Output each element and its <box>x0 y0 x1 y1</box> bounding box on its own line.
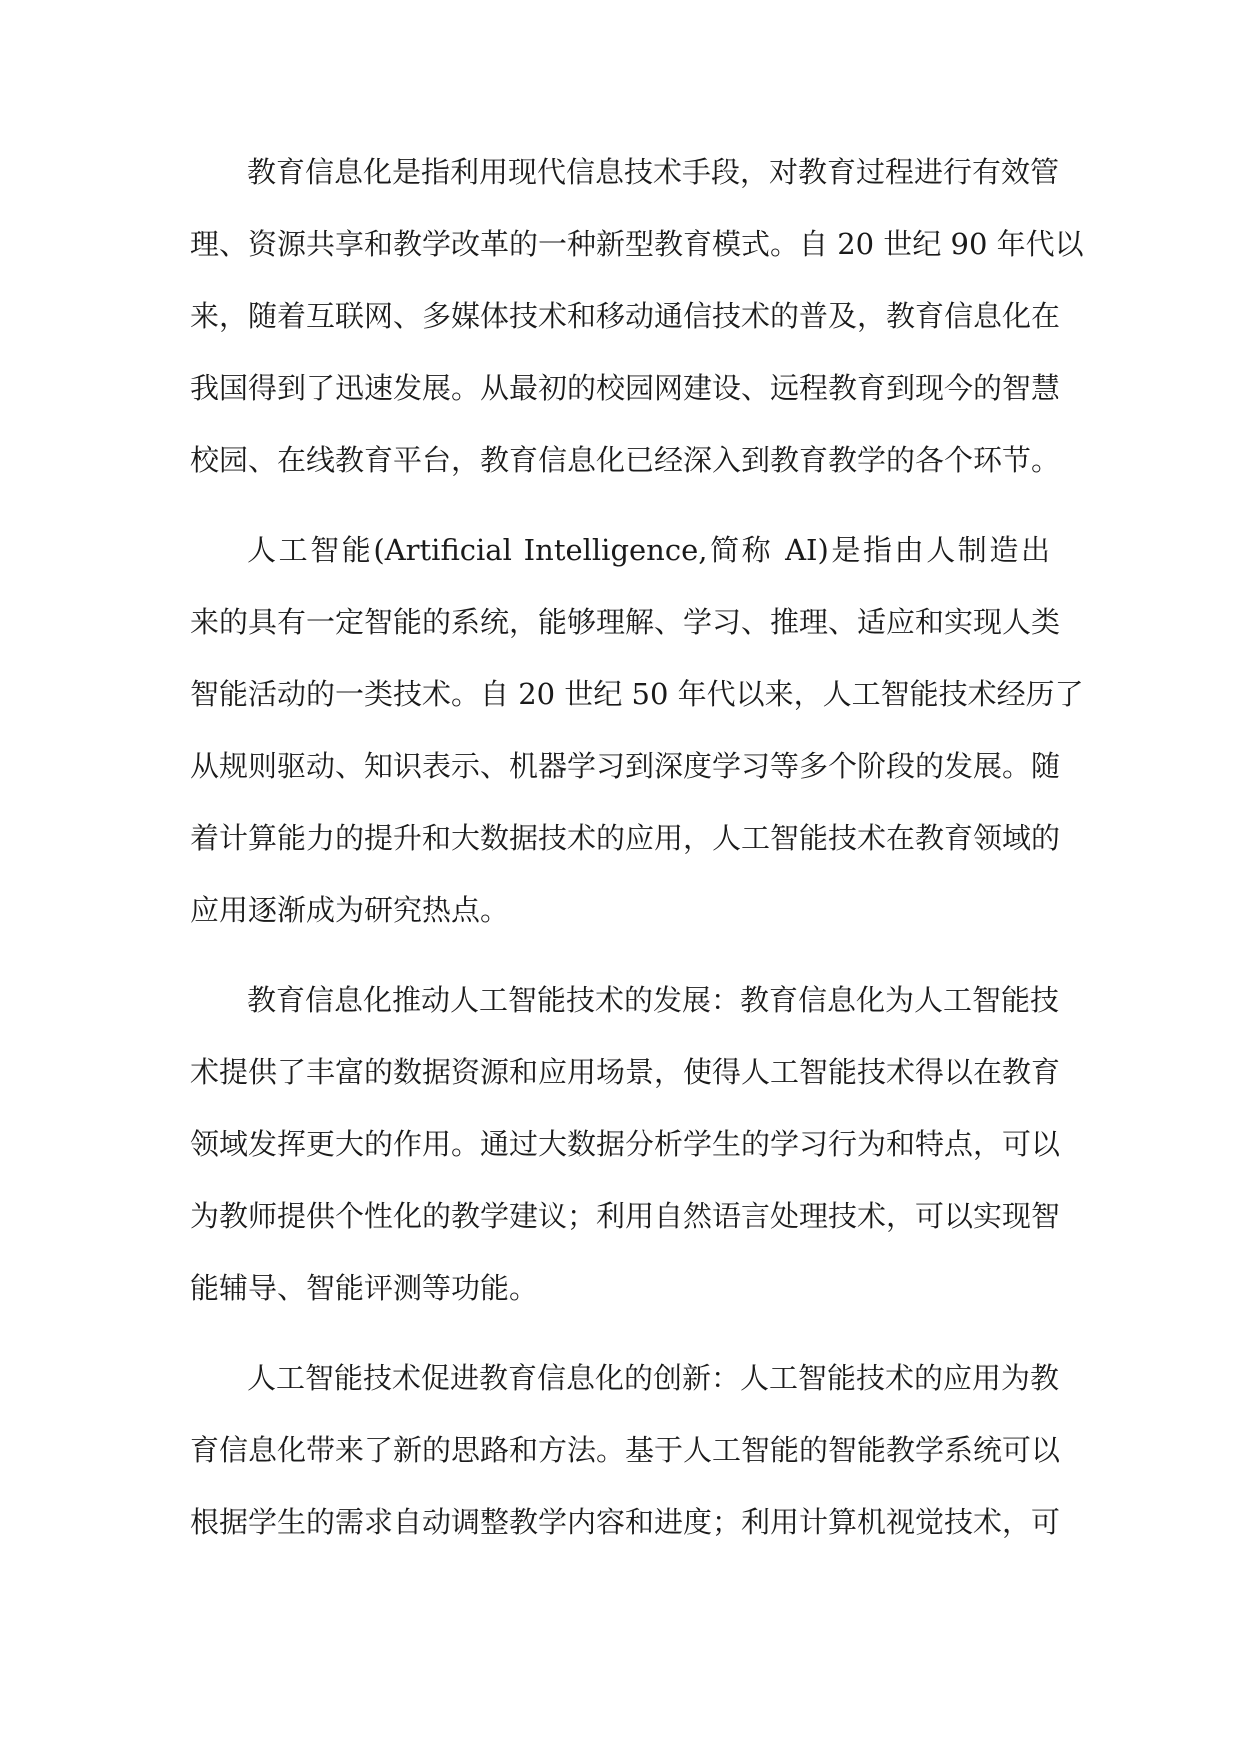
text-line: 校园、在线教育平台，教育信息化已经深入到教育教学的各个环节。 <box>190 443 1061 477</box>
text-line: 人工智能技术促进教育信息化的创新：人工智能技术的应用为教 <box>247 1361 1060 1395</box>
text-line: 育信息化带来了新的思路和方法。基于人工智能的智能教学系统可以 <box>190 1433 1061 1467</box>
text-line: 为教师提供个性化的教学建议；利用自然语言处理技术，可以实现智 <box>190 1199 1061 1233</box>
text-line: 来，随着互联网、多媒体技术和移动通信技术的普及，教育信息化在 <box>190 299 1061 333</box>
text-line: 术提供了丰富的数据资源和应用场景，使得人工智能技术得以在教育 <box>190 1055 1061 1089</box>
text-line: 根据学生的需求自动调整教学内容和进度；利用计算机视觉技术，可 <box>190 1505 1061 1539</box>
text-line: 来的具有一定智能的系统，能够理解、学习、推理、适应和实现人类 <box>190 605 1061 639</box>
text-line: 智能活动的一类技术。自 20 世纪 50 年代以来，人工智能技术经历了 <box>190 677 1084 711</box>
text-line: 人工智能(Artificial Intelligence,简称 AI)是指由人制造出 <box>247 533 1050 567</box>
text-line: 应用逐渐成为研究热点。 <box>190 893 510 927</box>
text-line: 理、资源共享和教学改革的一种新型教育模式。自 20 世纪 90 年代以 <box>190 227 1084 261</box>
text-line: 教育信息化推动人工智能技术的发展：教育信息化为人工智能技 <box>247 983 1060 1017</box>
text-line: 从规则驱动、知识表示、机器学习到深度学习等多个阶段的发展。随 <box>190 749 1061 783</box>
text-line: 我国得到了迅速发展。从最初的校园网建设、远程教育到现今的智慧 <box>190 371 1061 405</box>
text-line: 领域发挥更大的作用。通过大数据分析学生的学习行为和特点，可以 <box>190 1127 1061 1161</box>
text-line: 教育信息化是指利用现代信息技术手段，对教育过程进行有效管 <box>247 155 1060 189</box>
text-line: 着计算能力的提升和大数据技术的应用，人工智能技术在教育领域的 <box>190 821 1061 855</box>
text-line: 能辅导、智能评测等功能。 <box>190 1271 539 1305</box>
